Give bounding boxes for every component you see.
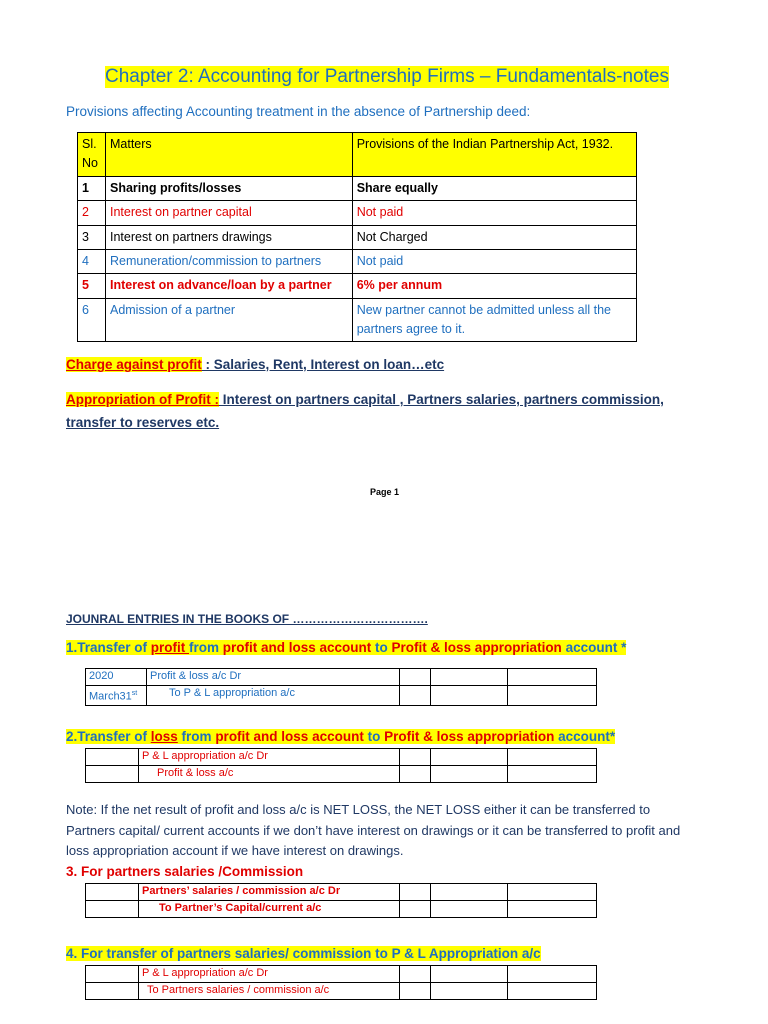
table-row	[86, 669, 597, 686]
row-provision: Not paid	[352, 249, 636, 273]
section-2-heading	[66, 729, 615, 744]
s2-prefix: 2.Transfer of	[66, 729, 151, 744]
appropriation-of-profit	[66, 388, 716, 434]
table-row	[78, 201, 637, 225]
journal-entry-1	[85, 668, 597, 706]
entry-cr-amount	[508, 749, 597, 766]
entry-lf	[400, 749, 431, 766]
entry-dr-amount	[431, 686, 508, 706]
table-row	[78, 298, 637, 342]
page-number: Page 1	[370, 487, 400, 497]
s2-w1: loss	[150, 729, 178, 744]
section-3-heading: 3. For partners salaries /Commission	[66, 864, 304, 879]
entry-cr-amount	[508, 884, 597, 901]
entry-cr-amount	[508, 983, 597, 1000]
s1-mid1: from	[189, 640, 223, 655]
entry-lf	[400, 966, 431, 983]
s1-w1: profit	[150, 640, 190, 655]
s2-w3: Profit & loss appropriation	[384, 729, 555, 744]
table-row	[86, 884, 597, 901]
s2-suffix: account*	[554, 729, 616, 744]
row-matter: Interest on partners drawings	[105, 225, 352, 249]
entry-credit: Profit & loss a/c	[139, 766, 400, 783]
entry-cr-amount	[508, 669, 597, 686]
entry-date: 2020	[86, 669, 147, 686]
s1-prefix: 1.Transfer of	[66, 640, 151, 655]
entry-cr-amount	[508, 766, 597, 783]
table-row	[78, 249, 637, 273]
entry-dr-amount	[431, 749, 508, 766]
s1-suffix: account *	[561, 640, 627, 655]
entry-credit: To P & L appropriation a/c	[147, 686, 400, 706]
entry-date-sup: st	[131, 690, 138, 697]
header-sl-no: Sl. No	[78, 133, 106, 177]
entry-lf	[400, 766, 431, 783]
s2-mid2: to	[363, 729, 385, 744]
charge-label: Charge against profit	[66, 357, 202, 372]
row-sl: 1	[78, 176, 106, 200]
row-matter: Remuneration/commission to partners	[105, 249, 352, 273]
charge-against-profit	[66, 357, 706, 372]
provisions-table	[77, 132, 637, 342]
table-header-row	[78, 133, 637, 177]
entry-date-2	[86, 686, 147, 706]
s1-w2: profit and loss account	[222, 640, 372, 655]
table-row	[86, 766, 597, 783]
table-row	[86, 749, 597, 766]
page-title: Chapter 2: Accounting for Partnership Firms – Fundamentals-notes	[105, 66, 669, 87]
charge-text: : Salaries, Rent, Interest on loan…etc	[201, 357, 445, 372]
header-provisions: Provisions of the Indian Partnership Act, 1932.	[352, 133, 636, 177]
entry-cr-amount	[508, 686, 597, 706]
table-row	[86, 686, 597, 706]
entry-dr-amount	[431, 884, 508, 901]
entry-dr-amount	[431, 966, 508, 983]
journal-entry-4	[85, 965, 597, 1000]
row-sl: 5	[78, 274, 106, 298]
entry-lf	[400, 669, 431, 686]
entry-debit: P & L appropriation a/c Dr	[139, 749, 400, 766]
journal-heading: JOUNRAL ENTRIES IN THE BOOKS OF …………………………….	[66, 612, 428, 626]
note-paragraph: Note: If the net result of profit and loss a/c is NET LOSS, the NET LOSS either it can be transferred to Partners capital/ current accounts if we don’t have interest on drawings or it can be transferred to profit and loss appropriation account if we have interest on drawings.	[66, 802, 681, 858]
entry-lf	[400, 686, 431, 706]
entry-cr-amount	[508, 966, 597, 983]
entry-date	[86, 966, 139, 983]
entry-debit: Partners’ salaries / commission a/c Dr	[139, 884, 400, 901]
entry-credit: To Partners salaries / commission a/c	[139, 983, 400, 1000]
row-matter: Admission of a partner	[105, 298, 352, 342]
entry-dr-amount	[431, 983, 508, 1000]
entry-dr-amount	[431, 766, 508, 783]
appropriation-label: Appropriation of Profit :	[66, 392, 219, 407]
entry-cr-amount	[508, 901, 597, 918]
row-provision: Share equally	[352, 176, 636, 200]
s1-w3: Profit & loss appropriation	[391, 640, 562, 655]
row-matter: Interest on partner capital	[105, 201, 352, 225]
subtitle: Provisions affecting Accounting treatment in the absence of Partnership deed:	[66, 104, 531, 119]
row-provision: New partner cannot be admitted unless all the partners agree to it.	[352, 298, 636, 342]
row-matter: Sharing profits/losses	[105, 176, 352, 200]
section-1-heading	[66, 640, 626, 655]
table-row	[86, 901, 597, 918]
entry-dr-amount	[431, 901, 508, 918]
row-sl: 6	[78, 298, 106, 342]
row-sl: 4	[78, 249, 106, 273]
table-row	[86, 983, 597, 1000]
appropriation-text: Interest on partners capital , Partners salaries, partners commission, transfer to reserves etc.	[66, 392, 664, 430]
entry-date	[86, 766, 139, 783]
s1-mid2: to	[371, 640, 392, 655]
table-row	[78, 225, 637, 249]
entry-debit: Profit & loss a/c Dr	[147, 669, 400, 686]
table-row	[78, 274, 637, 298]
entry-date	[86, 749, 139, 766]
entry-lf	[400, 901, 431, 918]
header-matters: Matters	[105, 133, 352, 177]
row-provision: Not paid	[352, 201, 636, 225]
section-4-heading: 4. For transfer of partners salaries/ commission to P & L Appropriation a/c	[66, 946, 541, 961]
entry-date	[86, 983, 139, 1000]
entry-lf	[400, 983, 431, 1000]
entry-lf	[400, 884, 431, 901]
entry-dr-amount	[431, 669, 508, 686]
row-provision: 6% per annum	[352, 274, 636, 298]
table-row	[78, 176, 637, 200]
s2-w2: profit and loss account	[215, 729, 364, 744]
row-matter: Interest on advance/loan by a partner	[105, 274, 352, 298]
row-sl: 3	[78, 225, 106, 249]
entry-date	[86, 901, 139, 918]
entry-debit: P & L appropriation a/c Dr	[139, 966, 400, 983]
entry-date	[86, 884, 139, 901]
journal-entry-2	[85, 748, 597, 783]
journal-entry-3	[85, 883, 597, 918]
entry-credit: To Partner’s Capital/current a/c	[139, 901, 400, 918]
row-sl: 2	[78, 201, 106, 225]
table-row	[86, 966, 597, 983]
row-provision: Not Charged	[352, 225, 636, 249]
s2-mid1: from	[177, 729, 216, 744]
entry-date-month: March31	[89, 690, 132, 703]
